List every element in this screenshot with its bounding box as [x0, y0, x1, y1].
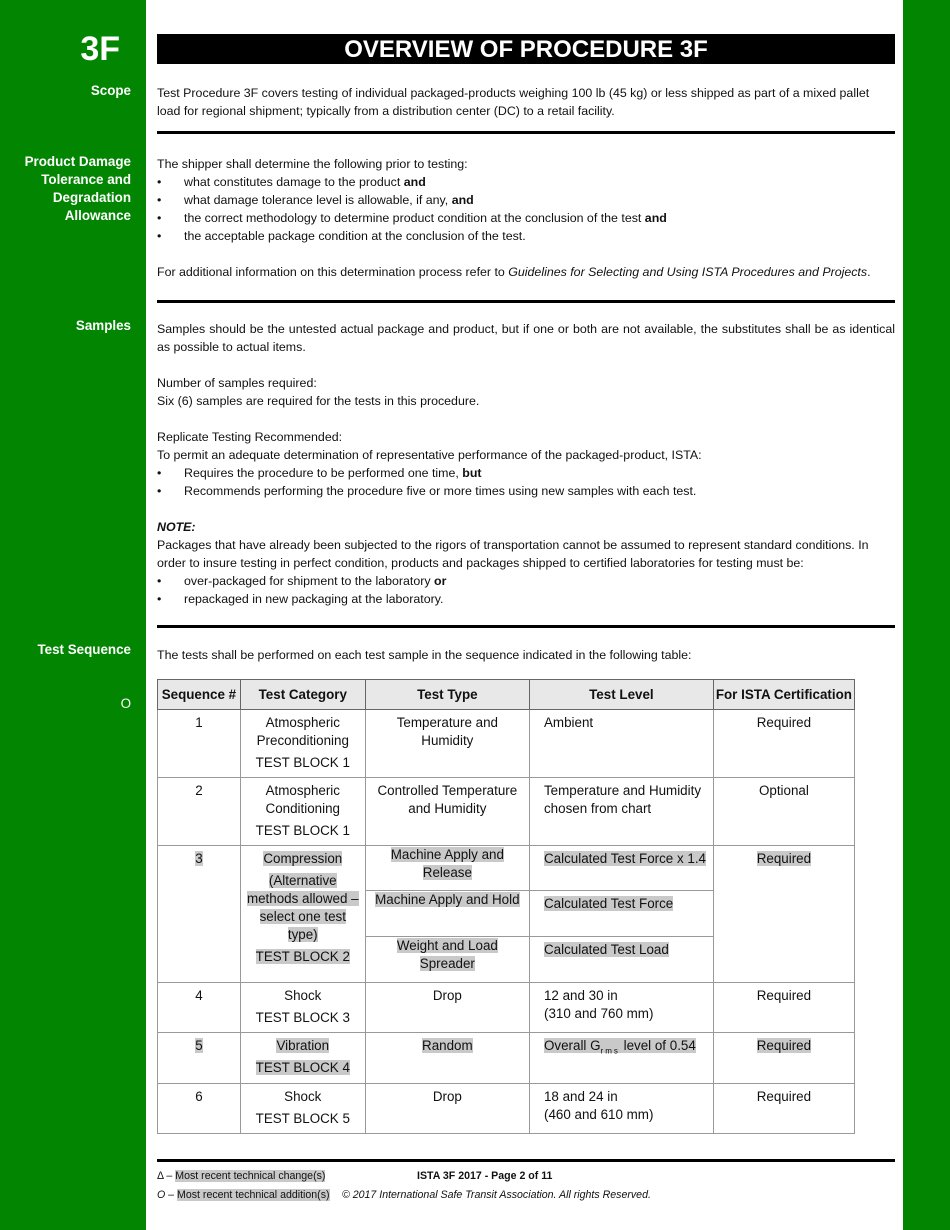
damage-bullet: • what constitutes damage to the product and: [157, 173, 895, 191]
replicate-bullet: • Recommends performing the procedure five or more times using new samples with each test.: [157, 482, 895, 500]
header-sequence: Sequence #: [158, 680, 241, 710]
table-row: 5 Vibration TEST BLOCK 4 Random Overall $G_{rms}$ level of 0.54 Required: [158, 1033, 855, 1084]
damage-bullet: • the correct methodology to determine product condition at the conclusion of the test and: [157, 209, 895, 227]
samples-paragraph: Samples should be the untested actual package and product, but if one or both are not available, the substitutes shall be as identical as possible to actual items.: [157, 322, 895, 354]
footer-addition-legend: O – Most recent technical addition(s): [157, 1189, 330, 1201]
footer-divider: [157, 1159, 895, 1162]
divider: [157, 131, 895, 134]
table-row: 3 Compression (Alternative methods allowed – select one test type) TEST BLOCK 2 Machine Apply and Release Calculated Test Force x 1.4 Required: [158, 846, 855, 891]
table-row: 4 Shock TEST BLOCK 3 Drop 12 and 30 in (310 and 760 mm) Required: [158, 983, 855, 1033]
footer-change-legend: Δ – Most recent technical change(s): [157, 1170, 326, 1182]
procedure-code: 3F: [80, 30, 120, 68]
samples-section: [157, 320, 895, 608]
footer-copyright: © 2017 International Safe Transit Association. All rights Reserved.: [342, 1189, 651, 1201]
note-text: Packages that have already been subjected to the rigors of transportation cannot be assumed to represent standard conditions. In order to insure testing in perfect condition, products and packages shipped to certified laboratories for testing must be:: [157, 538, 869, 570]
sequence-intro: The tests shall be performed on each test sample in the sequence indicated in the following table:: [157, 648, 692, 662]
divider: [157, 625, 895, 628]
samples-number-heading: Number of samples required:: [157, 376, 317, 390]
replicate-heading: Replicate Testing Recommended:: [157, 430, 343, 444]
page-title: OVERVIEW OF PROCEDURE 3F: [157, 34, 895, 64]
table-row: Weight and Load Spreader Calculated Test Load: [158, 937, 855, 983]
note-bullet: • repackaged in new packaging at the laboratory.: [157, 590, 895, 608]
header-level: Test Level: [529, 680, 713, 710]
side-label-damage: Product Damage Tolerance and Degradation Allowance: [24, 154, 131, 223]
side-label-scope: Scope: [90, 83, 131, 98]
note-bullet: • over-packaged for shipment to the laboratory or: [157, 572, 895, 590]
guidelines-title: Guidelines for Selecting and Using ISTA Procedures and Projects: [508, 265, 868, 279]
damage-reference: For additional information on this determination process refer to Guidelines for Selecting and Using ISTA Procedures and Projects.: [157, 265, 871, 279]
table-header-row: [158, 680, 855, 710]
replicate-bullet: • Requires the procedure to be performed one time, but: [157, 464, 895, 482]
table-row: 6 Shock TEST BLOCK 5 Drop 18 and 24 in (460 and 610 mm) Required: [158, 1084, 855, 1134]
header-type: Test Type: [365, 680, 529, 710]
table-row: 2 Atmospheric Conditioning TEST BLOCK 1 Controlled Temperature and Humidity Temperature and Humidity chosen from chart Optional: [158, 778, 855, 846]
header-category: Test Category: [240, 680, 365, 710]
divider: [157, 300, 895, 303]
side-marker-addition: O: [120, 696, 131, 711]
footer-page-number: ISTA 3F 2017 - Page 2 of 11: [417, 1170, 553, 1182]
note-label: NOTE:: [157, 520, 196, 534]
side-label-sequence: Test Sequence: [37, 642, 131, 657]
table-row: Machine Apply and Hold Calculated Test Force: [158, 891, 855, 937]
header-certification: For ISTA Certification: [713, 680, 854, 710]
damage-intro: The shipper shall determine the following prior to testing:: [157, 157, 468, 171]
right-green-band: [903, 0, 950, 1230]
damage-bullet: • the acceptable package condition at the conclusion of the test.: [157, 227, 895, 245]
table-row: 1 Atmospheric Preconditioning TEST BLOCK 1 Temperature and Humidity Ambient Required: [158, 710, 855, 778]
side-label-samples: Samples: [75, 318, 131, 333]
samples-number-text: Six (6) samples are required for the tests in this procedure.: [157, 394, 480, 408]
damage-bullet: • what damage tolerance level is allowable, if any, and: [157, 191, 895, 209]
scope-text: Test Procedure 3F covers testing of individual packaged-products weighing 100 lb (45 kg) or less shipped as part of a mixed pallet load for regional shipment; typically from a distribution center (DC) to a retail facility.: [157, 86, 870, 118]
replicate-text: To permit an adequate determination of representative performance of the packaged-product, ISTA:: [157, 448, 702, 462]
damage-section: [157, 155, 895, 281]
test-sequence-table: [157, 679, 855, 1134]
